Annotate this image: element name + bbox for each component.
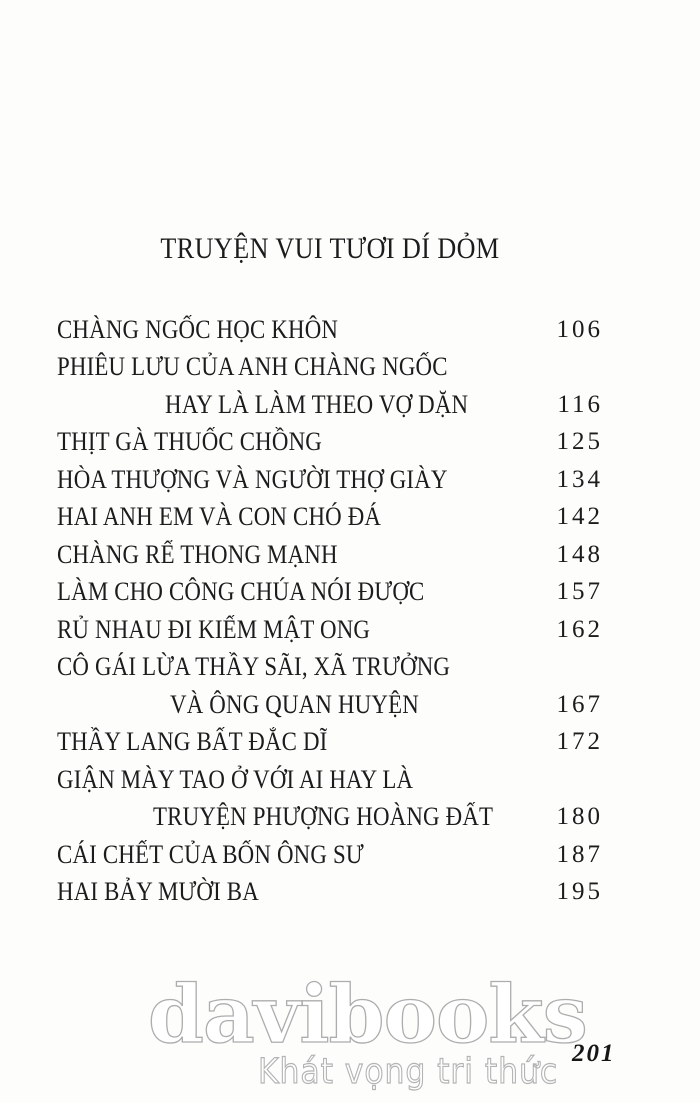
toc-entry-page-number: 162 [556, 615, 603, 643]
toc-entry-page-number: 142 [556, 503, 603, 531]
toc-entry-title: LÀM CHO CÔNG CHÚA NÓI ĐƯỢC [57, 577, 425, 607]
toc-entry-page-number: 134 [556, 465, 603, 493]
toc-entry-page-number: 195 [556, 878, 603, 906]
toc-entry-title: GIẬN MÀY TAO Ở VỚI AI HAY LÀ [57, 764, 414, 794]
toc-entry-title: CÔ GÁI LỪA THẦY SÃI, XÃ TRƯỞNG [57, 652, 451, 682]
toc-row [57, 424, 603, 462]
toc-entry-page-number: 125 [556, 428, 603, 456]
toc-row [57, 386, 603, 424]
toc-entry-page-number: 148 [556, 540, 603, 568]
toc-row [57, 574, 603, 612]
toc-row [57, 761, 603, 799]
toc-entry-title: RỦ NHAU ĐI KIẾM MẬT ONG [57, 614, 371, 644]
davibooks-watermark: davibooks [148, 967, 587, 1061]
page-title: TRUYỆN VUI TƯƠI DÍ DỎM [160, 232, 500, 265]
toc-entry-title: TRUYỆN PHƯỢNG HOÀNG ĐẤT [153, 802, 494, 832]
toc-entry-title: CHÀNG RỂ THONG MẠNH [57, 539, 338, 569]
toc-row [57, 724, 603, 762]
watermark-tagline: Khát vọng tri thức [258, 1052, 559, 1092]
toc-entry-page-number: 157 [556, 578, 603, 606]
page-number: 201 [572, 1040, 616, 1067]
toc-entry-title: HÒA THƯỢNG VÀ NGƯỜI THỢ GIÀY [57, 464, 448, 494]
toc-row [57, 836, 603, 874]
toc-entry-title: THỊT GÀ THUỐC CHỒNG [57, 427, 322, 457]
toc-row [57, 686, 603, 724]
toc-row [57, 649, 603, 687]
toc-entry-page-number: 187 [556, 840, 603, 868]
toc-entry-page-number: 172 [556, 728, 603, 756]
toc-entry-title: THẦY LANG BẤT ĐẮC DĨ [57, 727, 328, 757]
toc-entry-title: CÁI CHẾT CỦA BỐN ÔNG SƯ [57, 839, 364, 869]
toc-row [57, 536, 603, 574]
toc-row [57, 611, 603, 649]
toc-entry-page-number: 180 [556, 803, 603, 831]
toc-entry-title: HAY LÀ LÀM THEO VỢ DẶN [165, 389, 469, 419]
toc-row [57, 874, 603, 912]
toc-entry-title: HAI ANH EM VÀ CON CHÓ ĐÁ [57, 502, 382, 532]
toc-row [57, 799, 603, 837]
toc-entry-title: VÀ ÔNG QUAN HUYỆN [170, 689, 419, 719]
table-of-contents [57, 311, 603, 911]
toc-row [57, 499, 603, 537]
toc-entry-title: PHIÊU LƯU CỦA ANH CHÀNG NGỐC [57, 352, 448, 382]
toc-entry-page-number: 116 [557, 390, 603, 418]
toc-entry-page-number: 167 [556, 690, 603, 718]
toc-entry-page-number: 106 [556, 315, 603, 343]
toc-entry-title: HAI BẢY MƯỜI BA [57, 877, 259, 907]
toc-row [57, 461, 603, 499]
toc-row [57, 311, 603, 349]
toc-entry-title: CHÀNG NGỐC HỌC KHÔN [57, 314, 339, 344]
toc-row [57, 349, 603, 387]
